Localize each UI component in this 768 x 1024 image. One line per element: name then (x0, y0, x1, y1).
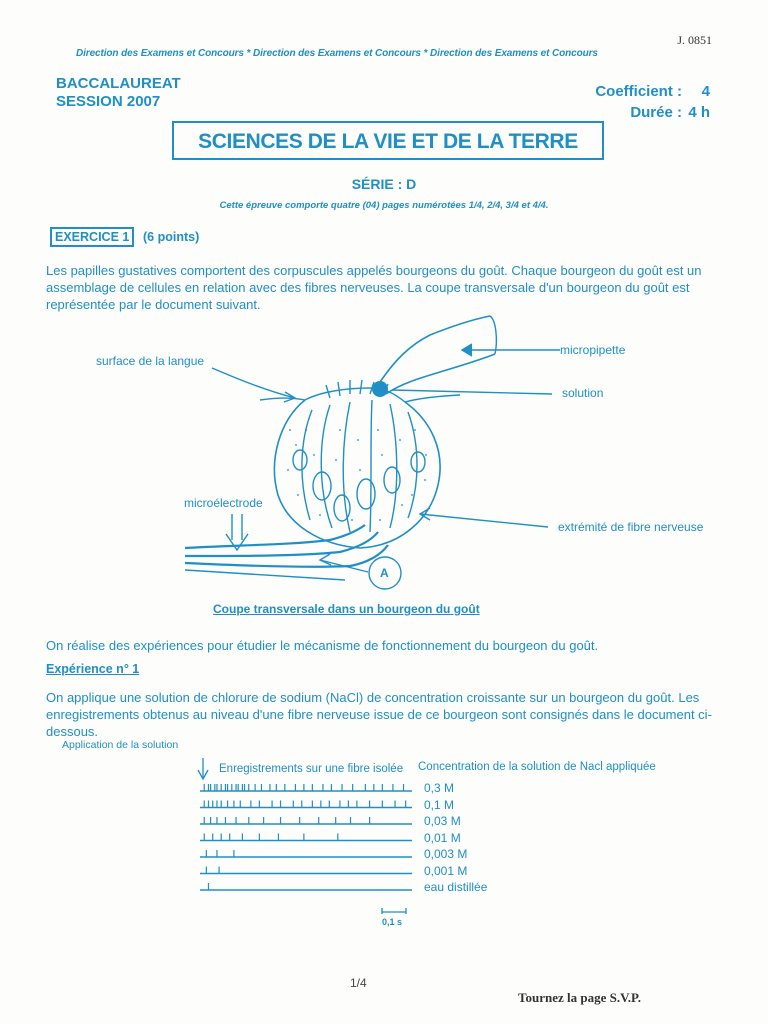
coefficient-label: Coefficient : (595, 83, 682, 100)
scale-label: 0,1 s (382, 917, 403, 927)
trace-concentration-label: 0,001 M (424, 863, 468, 878)
exercise-label: EXERCICE 1 (50, 227, 134, 247)
subject-title: SCIENCES DE LA VIE ET DE LA TERRE (198, 130, 578, 153)
exercise-points: (6 points) (143, 230, 200, 244)
application-label: Application de la solution (62, 739, 179, 751)
label-marker-a: A (380, 566, 389, 580)
trace-concentration-label: 0,01 M (424, 830, 461, 845)
label-surface: surface de la langue (96, 354, 205, 368)
exam-session: SESSION 2007 (56, 93, 161, 110)
label-fibre-end: extrémité de fibre nerveuse (558, 520, 704, 534)
serie-label: SÉRIE : D (351, 176, 417, 192)
coefficient-value: 4 (701, 83, 710, 100)
experiments-intro: On réalise des expériences pour étudier le mécanisme de fonctionnement du bourgeon du goût. (46, 638, 599, 653)
diagram-caption: Coupe transversale dans un bourgeon du goût (213, 602, 480, 616)
exam-name: BACCALAUREAT (56, 75, 181, 92)
label-micropipette: micropipette (560, 343, 626, 357)
duree-value: 4 h (688, 104, 710, 121)
trace-concentration-label: eau distillée (424, 880, 488, 894)
exercise-intro: Les papilles gustatives comportent des corpuscules appelés bourgeons du goût. Chaque bourgeon du goût est un assemblage de cellules en relation avec des fibres nerveuses. La coupe transversale d'un bourgeon du goût est représentée par le document suivant. (46, 263, 702, 312)
trace-concentration-label: 0,1 M (424, 797, 455, 812)
label-microelectrode: microélectrode (184, 496, 263, 510)
document-code: J. 0851 (677, 33, 712, 47)
duree-label: Durée : (630, 104, 682, 121)
concentration-label: Concentration de la solution de Nacl appliquée (418, 761, 656, 773)
solution-droplet (372, 381, 388, 397)
recording-traces (200, 784, 412, 890)
experience-title: Expérience n° 1 (46, 662, 140, 676)
page-number: 1/4 (350, 976, 367, 990)
stippling (287, 429, 427, 521)
trace-concentration-label: 0,003 M (424, 847, 468, 861)
label-solution: solution (562, 386, 604, 400)
records-label: Enregistrements sur une fibre isolée (219, 763, 404, 775)
pages-note: Cette épreuve comporte quatre (04) pages numérotées 1/4, 2/4, 3/4 et 4/4. (219, 200, 549, 211)
experience-text: On applique une solution de chlorure de sodium (NaCl) de concentration croissante sur un bourgeon du goût. Les enregistrements obtenus au niveau d'une fibre nerveuse issue de ce bourgeon sont consignés dans le document ci-dessous. (46, 690, 712, 739)
turn-page-note: Tournez la page S.V.P. (518, 990, 642, 1005)
trace-concentration-label: 0,3 M (424, 781, 455, 795)
trace-concentration-label: 0,03 M (424, 814, 461, 828)
header-banner: Direction des Examens et Concours * Direction des Examens et Concours * Direction des Examens et Concours (76, 48, 598, 59)
